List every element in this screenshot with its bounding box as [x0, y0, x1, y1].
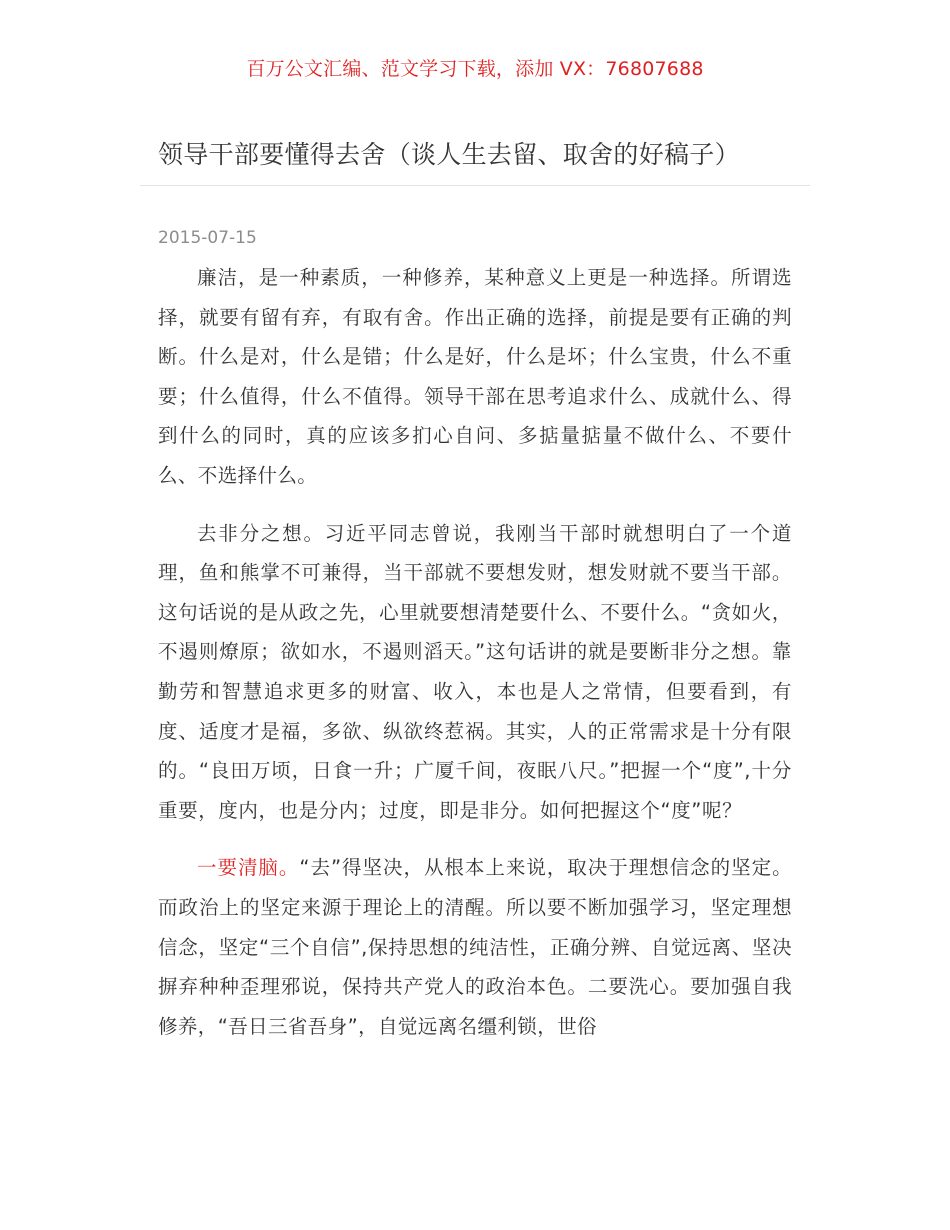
- article-body: [158, 258, 792, 1064]
- paragraph-text: 廉洁，是一种素质，一种修养，某种意义上更是一种选择。所谓选择，就要有留有弃，有取有舍。作出正确的选择，前提是要有正确的判断。什么是对，什么是错；什么是好，什么是坏；什么宝贵，什么不重要；什么值得，什么不值得。领导干部在思考追求什么、成就什么、得到什么的同时，真的应该多扪心自问、多掂量掂量不做什么、不要什么、不选择什么。: [158, 266, 792, 487]
- paragraph: [158, 258, 792, 496]
- paragraph-text: 去非分之想。习近平同志曾说，我刚当干部时就想明白了一个道理，鱼和熊掌不可兼得，当干部就不要想发财，想发财就不要当干部。这句话说的是从政之先，心里就要想清楚要什么、不要什么。“贪如火，不遏则燎原；欲如水，不遏则滔天。”这句话讲的就是要断非分之想。靠勤劳和智慧追求更多的财富、收入，本也是人之常情，但要看到，有度、适度才是福，多欲、纵欲终惹祸。其实，人的正常需求是十分有限的。“良田万顷，日食一升；广厦千间，夜眠八尺。”把握一个“度”,十分重要，度内，也是分内；过度，即是非分。如何把握这个“度”呢？: [158, 521, 792, 822]
- paragraph: [158, 514, 792, 831]
- paragraph-text: “去”得坚决，从根本上来说，取决于理想信念的坚定。而政治上的坚定来源于理论上的清醒。所以要不断加强学习，坚定理想信念，坚定“三个自信”,保持思想的纯洁性，正确分辨、自觉远离、坚决摒弃种种歪理邪说，保持共产党人的政治本色。二要洗心。要加强自我修养，“吾日三省吾身”，自觉远离名缰利锁，世俗: [158, 856, 792, 1038]
- paragraph-highlight: 一要清脑。: [197, 856, 300, 880]
- header-banner: 百万公文汇编、范文学习下载，添加 VX：76807688: [246, 58, 704, 80]
- article-date: 2015-07-15: [158, 228, 257, 248]
- article-title: 领导干部要懂得去舍（谈人生去留、取舍的好稿子）: [158, 140, 740, 169]
- title-divider: [140, 185, 810, 186]
- paragraph: [158, 848, 792, 1046]
